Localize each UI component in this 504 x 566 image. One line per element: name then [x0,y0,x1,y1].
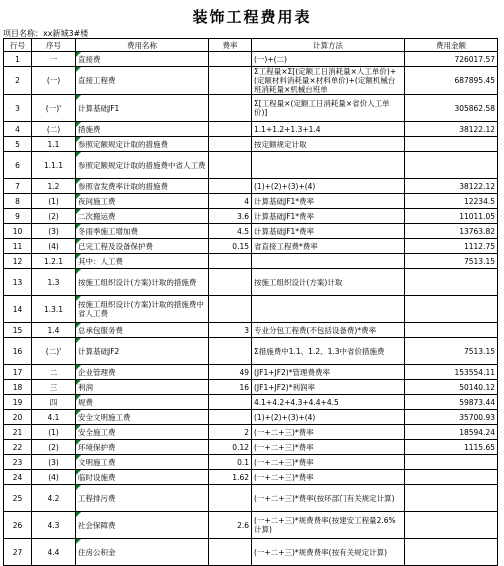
cell-seq: 四 [32,395,76,410]
cell-rate [209,485,252,512]
cell-method: (一+二+三)*费率(按环部门有关规定计算) [252,485,405,512]
cell-rate [209,539,252,566]
cell-rate [209,338,252,365]
cell-name: 计算基础JF1 [76,95,209,122]
cell-method: 计算基础JF1*费率 [252,224,405,239]
cell-rate [209,152,252,179]
cell-line-no: 18 [4,380,32,395]
table-row [4,209,498,224]
cell-name: 利润 [76,380,209,395]
cell-amount [405,296,498,323]
cell-rate: 49 [209,365,252,380]
cell-amount [405,455,498,470]
table-row [4,67,498,95]
table-row [4,425,498,440]
cell-seq: 1.1.1 [32,152,76,179]
cell-seq: 1.4 [32,323,76,338]
cell-name: 夜间施工费 [76,194,209,209]
cell-seq: 三 [32,380,76,395]
cell-line-no: 26 [4,512,32,539]
cell-amount: 13763.82 [405,224,498,239]
cell-method [252,152,405,179]
cell-name: 工程排污费 [76,485,209,512]
cell-seq: 二 [32,365,76,380]
cell-name: 参照省发费率计取的措施费 [76,179,209,194]
cell-seq: 1.3.1 [32,296,76,323]
cost-table [3,38,498,566]
cell-amount: 305862.58 [405,95,498,122]
cell-name: 规费 [76,395,209,410]
cell-name: 安全施工费 [76,425,209,440]
cell-rate: 2.6 [209,512,252,539]
cell-rate [209,410,252,425]
cell-rate [209,269,252,296]
cell-method: Σ措施费中1.1、1.2、1.3中省价措施费 [252,338,405,365]
cell-method: 计算基础JF1*费率 [252,209,405,224]
header-name: 费用名称 [76,39,209,52]
cell-line-no: 8 [4,194,32,209]
cell-rate: 4.5 [209,224,252,239]
cell-name: 参照定额规定计取的措施费 [76,137,209,152]
cell-method: Σ工程量×Σ[(定额工日消耗量×人工单价)+(定额材料消耗量×材料单价)+(定额机械台班消耗量×机械台班单 [252,67,405,95]
cell-name: 总承包服务费 [76,323,209,338]
cell-seq: (一) [32,67,76,95]
cell-name: 企业管理费 [76,365,209,380]
table-row [4,239,498,254]
cell-line-no: 14 [4,296,32,323]
cell-seq: 4.4 [32,539,76,566]
cell-method: (一)+(二) [252,52,405,67]
cell-line-no: 17 [4,365,32,380]
cell-line-no: 13 [4,269,32,296]
cell-amount: 153554.11 [405,365,498,380]
cell-line-no: 4 [4,122,32,137]
cell-amount: 38122.12 [405,122,498,137]
cell-amount: 1115.65 [405,440,498,455]
cell-line-no: 19 [4,395,32,410]
cell-line-no: 6 [4,152,32,179]
cell-amount: 11011.05 [405,209,498,224]
table-row [4,539,498,566]
project-label: 项目名称： [3,29,43,38]
cell-amount [405,512,498,539]
cell-method: (一+二+三)*费率 [252,470,405,485]
header-line-no: 行号 [4,39,32,52]
table-row [4,323,498,338]
cell-line-no: 9 [4,209,32,224]
cell-seq: (1) [32,194,76,209]
table-row [4,365,498,380]
cell-rate: 16 [209,380,252,395]
cell-name: 冬雨季施工增加费 [76,224,209,239]
cell-name: 住房公积金 [76,539,209,566]
cell-rate: 3 [209,323,252,338]
cell-line-no: 20 [4,410,32,425]
cell-amount: 35700.93 [405,410,498,425]
cell-amount [405,137,498,152]
cell-method: (一+二+三)*费率 [252,455,405,470]
cell-line-no: 12 [4,254,32,269]
cell-method: (JF1+JF2)*利润率 [252,380,405,395]
table-row [4,194,498,209]
cell-seq: (二) [32,122,76,137]
cell-name: 文明施工费 [76,455,209,470]
cell-method: (JF1+JF2)*管理费费率 [252,365,405,380]
header-seq: 序号 [32,39,76,52]
cell-name: 直接费 [76,52,209,67]
cell-rate: 0.15 [209,239,252,254]
cell-seq: (二)' [32,338,76,365]
cell-name: 临时设施费 [76,470,209,485]
cell-rate [209,137,252,152]
cell-line-no: 1 [4,52,32,67]
table-row [4,440,498,455]
cell-name: 按施工组织设计(方案)计取的措施费中省人工费 [76,296,209,323]
cell-method: 专业分包工程费(不包括设备费)*费率 [252,323,405,338]
cell-name: 参照定额规定计取的措施费中省人工费 [76,152,209,179]
cell-seq: (1) [32,425,76,440]
cell-seq: 1.1 [32,137,76,152]
cell-method: (1)+(2)+(3)+(4) [252,410,405,425]
cell-name: 计算基础JF2 [76,338,209,365]
cell-seq: 一 [32,52,76,67]
cell-amount: 1112.75 [405,239,498,254]
table-row [4,152,498,179]
cell-amount [405,470,498,485]
cell-method: 1.1+1.2+1.3+1.4 [252,122,405,137]
table-row [4,122,498,137]
table-header-row [4,39,498,52]
cell-seq: (3) [32,455,76,470]
cell-name: 二次搬运费 [76,209,209,224]
cell-rate [209,296,252,323]
page-title: 装饰工程费用表 [192,8,312,26]
table-row [4,485,498,512]
cell-seq: 1.3 [32,269,76,296]
cell-seq: (3) [32,224,76,239]
cell-rate: 0.12 [209,440,252,455]
cell-amount: 12234.5 [405,194,498,209]
cell-line-no: 22 [4,440,32,455]
cell-name: 环境保护费 [76,440,209,455]
cell-name: 措施费 [76,122,209,137]
table-row [4,410,498,425]
cell-method: 省直接工程费*费率 [252,239,405,254]
cell-line-no: 5 [4,137,32,152]
cell-seq: (一)' [32,95,76,122]
header-rate: 费率 [209,39,252,52]
cell-method: 计算基础JF1*费率 [252,194,405,209]
table-row [4,455,498,470]
cell-line-no: 11 [4,239,32,254]
cell-method: (一+二+三)*费率 [252,425,405,440]
table-row [4,380,498,395]
cell-rate [209,95,252,122]
project-name: xx新城3#楼 [43,29,89,38]
cell-name: 社会保障费 [76,512,209,539]
cell-name: 按施工组织设计(方案)计取的措施费 [76,269,209,296]
cell-seq: 4.1 [32,410,76,425]
cell-method [252,296,405,323]
cell-line-no: 25 [4,485,32,512]
cell-line-no: 2 [4,67,32,95]
cell-line-no: 15 [4,323,32,338]
cell-name: 安全文明施工费 [76,410,209,425]
cell-name: 直接工程费 [76,67,209,95]
table-row [4,179,498,194]
table-row [4,395,498,410]
cell-rate: 4 [209,194,252,209]
cell-seq: (4) [32,239,76,254]
cell-amount: 59873.44 [405,395,498,410]
cell-method: 按施工组织设计(方案)计取 [252,269,405,296]
cell-line-no: 10 [4,224,32,239]
cell-rate [209,179,252,194]
table-row [4,254,498,269]
cell-line-no: 27 [4,539,32,566]
cell-method: (一+二+三)*规费费率(按有关规定计算) [252,539,405,566]
cell-amount: 18594.24 [405,425,498,440]
cell-line-no: 3 [4,95,32,122]
cell-rate [209,67,252,95]
cell-line-no: 24 [4,470,32,485]
cell-rate [209,122,252,137]
table-row [4,338,498,365]
table-row [4,470,498,485]
cell-line-no: 23 [4,455,32,470]
cell-amount [405,485,498,512]
cell-rate [209,254,252,269]
cell-seq: 4.3 [32,512,76,539]
table-row [4,95,498,122]
cell-amount: 7513.15 [405,254,498,269]
cell-seq: 1.2.1 [32,254,76,269]
cell-rate: 0.1 [209,455,252,470]
cell-method: (1)+(2)+(3)+(4) [252,179,405,194]
table-row [4,269,498,296]
table-row [4,224,498,239]
table-row [4,296,498,323]
cell-rate: 1.62 [209,470,252,485]
cell-amount [405,269,498,296]
cell-method: 按定额规定计取 [252,137,405,152]
header-amount: 费用金额 [405,39,498,52]
cell-name: 其中：人工费 [76,254,209,269]
cell-rate: 2 [209,425,252,440]
cell-line-no: 21 [4,425,32,440]
header-method: 计算方法 [252,39,405,52]
table-row [4,52,498,67]
cell-seq: (2) [32,209,76,224]
cell-method: (一+二+三)*规费费率(按建安工程量2.6%计算) [252,512,405,539]
cell-seq: 1.2 [32,179,76,194]
cell-seq: 4.2 [32,485,76,512]
cell-amount [405,539,498,566]
cell-amount: 50140.12 [405,380,498,395]
cell-name: 已完工程及设备保护费 [76,239,209,254]
cell-amount [405,152,498,179]
cell-line-no: 7 [4,179,32,194]
cell-method: Σ[工程量×(定额工日消耗量×省价人工单价)] [252,95,405,122]
cell-amount [405,323,498,338]
cell-amount: 687895.45 [405,67,498,95]
cell-rate [209,395,252,410]
cell-amount: 7513.15 [405,338,498,365]
cell-method: 4.1+4.2+4.3+4.4+4.5 [252,395,405,410]
table-row [4,512,498,539]
cell-seq: (4) [32,470,76,485]
cell-amount: 726017.57 [405,52,498,67]
cell-method: (一+二+三)*费率 [252,440,405,455]
cell-amount: 38122.12 [405,179,498,194]
cell-method [252,254,405,269]
table-row [4,137,498,152]
cell-rate [209,52,252,67]
cell-rate: 3.6 [209,209,252,224]
cell-seq: (2) [32,440,76,455]
cell-line-no: 16 [4,338,32,365]
